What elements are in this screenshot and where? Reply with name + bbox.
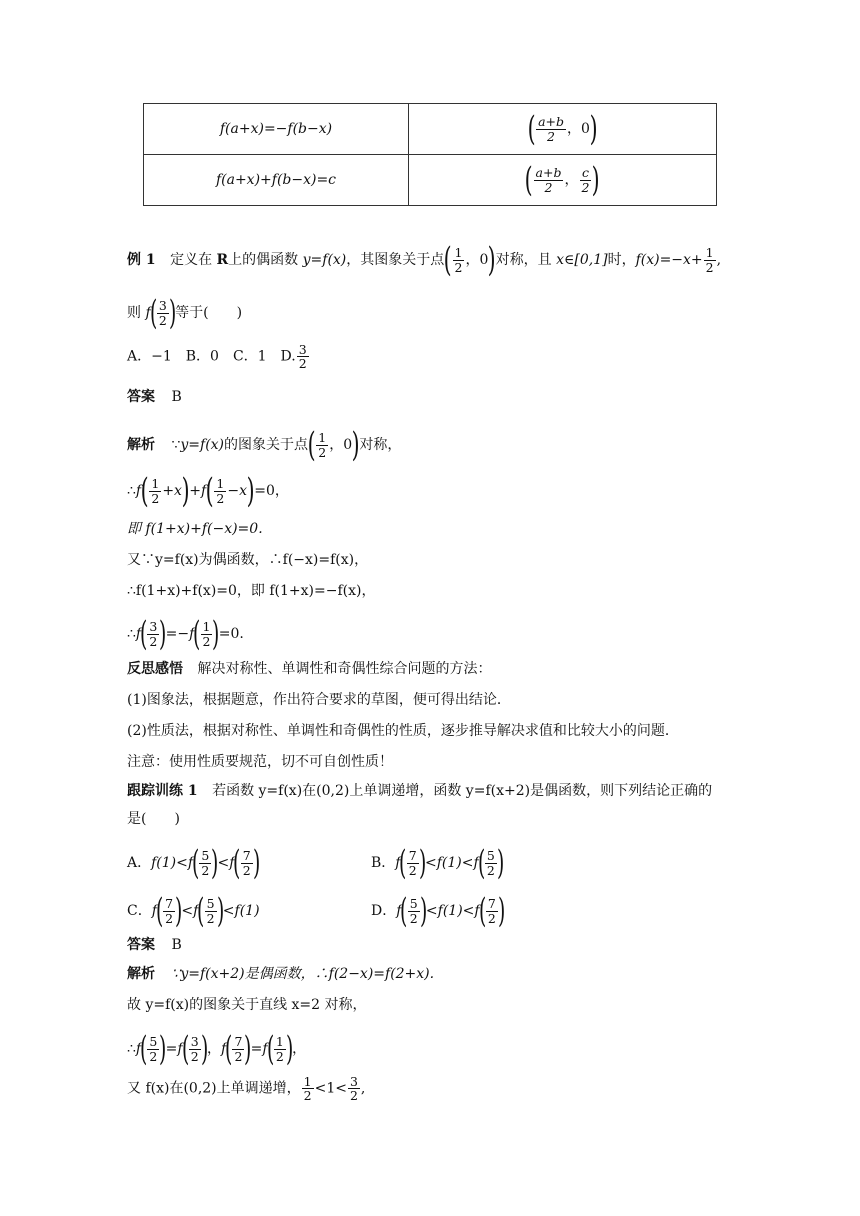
math: f(x)=−x+ — [635, 252, 703, 268]
paren-right: ) — [211, 843, 219, 883]
paren-right: ) — [246, 471, 255, 511]
paren-left: ( — [225, 1029, 233, 1069]
text: < — [176, 855, 188, 871]
fraction — [302, 1075, 314, 1102]
frac-num: 7 — [165, 896, 174, 912]
comma: , — [716, 252, 722, 268]
option-b — [371, 843, 505, 883]
table-cell — [409, 155, 717, 206]
paren-left: ( — [140, 614, 148, 654]
math: f — [135, 483, 142, 499]
frac-den: 2 — [216, 490, 225, 506]
text: 时， — [607, 252, 636, 268]
analysis-1-line-5: ∴f(1+x)+f(x)=0，即 f(1+x)=−f(x)， — [127, 583, 376, 599]
frac-num: a+b — [538, 114, 564, 130]
frac-num: 3 — [190, 1034, 199, 1050]
text: R — [216, 252, 229, 268]
fraction — [189, 1035, 201, 1062]
text: 的图象关于点 — [224, 437, 309, 453]
math: f — [145, 305, 151, 321]
analysis-label: 解析 — [127, 966, 155, 982]
math: x∈[0,1] — [556, 252, 608, 268]
text: < — [462, 903, 475, 919]
paren-right: ) — [488, 240, 497, 280]
frac-num: 1 — [202, 619, 211, 635]
fraction — [199, 849, 211, 876]
paren-right: ) — [592, 160, 601, 200]
text: ∴ — [127, 626, 136, 642]
frac-den: 2 — [409, 910, 418, 926]
analysis-1-line-1 — [127, 425, 402, 465]
frac-den: 2 — [149, 633, 158, 649]
comma: ， — [564, 172, 579, 188]
frac-num: c — [581, 165, 589, 181]
frac-num: 7 — [487, 896, 496, 912]
analysis-1-line-2 — [127, 471, 289, 511]
analysis-1-line-3: 即 f(1+x)+f(−x)=0. — [127, 521, 263, 537]
fraction — [147, 620, 159, 647]
paren-right: ) — [351, 425, 360, 465]
frac-den: 2 — [149, 1048, 158, 1064]
options-text: A．−1 B．0 C．1 D. — [127, 348, 296, 365]
paren-right: ) — [200, 1029, 209, 1069]
fraction — [241, 849, 253, 876]
math: y=f(x) — [180, 437, 225, 453]
frac-num: 5 — [149, 1034, 158, 1050]
analysis-2-line-1 — [127, 963, 434, 983]
frac-num: 1 — [705, 245, 714, 261]
paren-right: ) — [159, 1029, 167, 1069]
analysis-2-line-4 — [127, 1075, 365, 1102]
frac-den: 2 — [318, 444, 327, 460]
frac-num: 1 — [303, 1074, 312, 1089]
math: f — [473, 855, 479, 871]
paren-right: ) — [175, 891, 183, 931]
fraction — [486, 897, 498, 924]
frac-den: 2 — [544, 179, 553, 195]
table-cell: f(a+x)=−f(b−x) — [144, 104, 409, 155]
frac-den: 2 — [151, 490, 160, 506]
answer-label: 答案 — [127, 937, 155, 953]
fraction — [205, 897, 217, 924]
fraction — [408, 897, 420, 924]
frac-den: 2 — [190, 1048, 199, 1064]
math: f(1) — [234, 903, 260, 919]
math: f — [187, 855, 194, 871]
text: ∵ — [171, 437, 181, 453]
math: f — [262, 1041, 268, 1057]
paren-left: ( — [477, 843, 485, 883]
comma: ， — [292, 1041, 307, 1057]
reflection-heading — [127, 658, 491, 678]
paren-left: ( — [400, 891, 408, 931]
example-1-statement — [127, 240, 722, 280]
answer-value: B — [171, 389, 182, 405]
paren-left: ( — [478, 891, 486, 931]
text: < — [461, 855, 474, 871]
text: = — [250, 1041, 263, 1057]
table-cell — [409, 104, 717, 155]
text: ∴ — [127, 483, 136, 499]
comma: ， — [567, 121, 581, 137]
text: + — [189, 483, 201, 499]
text: 等于( ) — [175, 305, 243, 321]
comma: , — [360, 1080, 366, 1097]
paren-left: ( — [140, 471, 149, 511]
option-a — [127, 843, 260, 883]
paren-left: ( — [205, 471, 214, 511]
text: < — [181, 903, 194, 919]
fraction — [163, 897, 175, 924]
frac-num: 7 — [408, 848, 417, 864]
paren-right: ) — [181, 471, 190, 511]
paren-right: ) — [252, 843, 260, 883]
text: < — [424, 855, 437, 871]
fraction — [704, 246, 716, 273]
frac-den: 2 — [275, 1048, 284, 1064]
option-label: A． — [127, 855, 152, 871]
text: 解决对称性、单调性和奇偶性综合问题的方法： — [197, 661, 492, 677]
example-1-options — [127, 343, 310, 370]
math: f — [395, 855, 401, 871]
example-1-question — [127, 293, 243, 333]
math: f — [229, 855, 235, 871]
frac-den: 2 — [705, 259, 714, 275]
paren-right: ) — [497, 891, 506, 931]
paren-right: ) — [244, 1029, 252, 1069]
fraction — [232, 1035, 244, 1062]
frac-den: 2 — [408, 862, 417, 878]
example-label: 例 1 — [127, 252, 156, 268]
frac-den: 2 — [242, 862, 251, 878]
paren-left: ( — [197, 891, 205, 931]
math: f — [135, 626, 142, 642]
table-row — [144, 155, 717, 206]
reflection-point-2: (2)性质法，根据对称性、单调性和奇偶性的性质，逐步推导解决求值和比较大小的问题． — [127, 723, 679, 739]
math: f — [177, 1041, 183, 1057]
frac-den: 2 — [202, 633, 211, 649]
fraction — [274, 1035, 286, 1062]
reflection-point-1: (1)图象法，根据题意，作出符合要求的草图，便可得出结论． — [127, 692, 511, 708]
math: f(1) — [151, 855, 177, 871]
paren-right: ) — [216, 891, 224, 931]
frac-num: 5 — [486, 848, 495, 864]
paren-left: ( — [155, 891, 164, 931]
reflection-label: 反思感悟 — [127, 661, 183, 677]
frac-den: 2 — [234, 1048, 243, 1064]
analysis-1-line-4: 又∵y=f(x)为偶函数，∴f(−x)=f(x)， — [127, 552, 369, 568]
math: y=f(x) — [302, 252, 347, 268]
paren-right: ) — [212, 614, 220, 654]
comma: ， — [329, 437, 344, 453]
fraction — [157, 299, 169, 326]
text: < — [425, 903, 438, 919]
frac-num: 3 — [349, 1074, 358, 1089]
example-1-answer — [127, 386, 182, 406]
frac-den: 2 — [303, 1088, 312, 1104]
frac-num: 1 — [275, 1034, 284, 1050]
text: 对称， — [359, 437, 402, 453]
value: 0 — [343, 437, 353, 453]
fraction — [297, 343, 309, 370]
training-1-answer — [127, 934, 182, 954]
option-c — [127, 891, 260, 931]
option-label: D． — [371, 903, 397, 919]
option-label: B． — [371, 855, 396, 871]
frac-den: 2 — [298, 356, 307, 372]
math: f — [221, 1041, 227, 1057]
frac-num: 7 — [234, 1034, 243, 1050]
paren-right: ) — [168, 293, 177, 333]
fraction — [453, 246, 465, 273]
paren-right: ) — [589, 109, 598, 149]
table-cell: f(a+x)+f(b−x)=c — [144, 155, 409, 206]
frac-den: 2 — [487, 910, 496, 926]
paren-left: ( — [399, 843, 407, 883]
paren-right: ) — [285, 1029, 294, 1069]
fraction — [149, 477, 161, 504]
frac-num: 5 — [409, 896, 418, 912]
frac-num: 3 — [298, 342, 307, 357]
text: 则 — [127, 305, 141, 321]
frac-num: 5 — [201, 848, 210, 864]
training-1-statement — [127, 780, 712, 800]
math: f(1) — [436, 855, 462, 871]
fraction — [348, 1075, 360, 1102]
option-label: C． — [127, 903, 152, 919]
text: =0， — [254, 483, 289, 499]
frac-num: 1 — [151, 476, 160, 492]
text: ∴ — [127, 1041, 136, 1057]
text: 上的偶函数 — [228, 252, 299, 268]
math: f — [396, 903, 402, 919]
answer-label: 答案 — [127, 389, 155, 405]
math: f — [474, 903, 480, 919]
text: =0. — [218, 626, 244, 642]
analysis-label: 解析 — [127, 437, 155, 453]
paren-left: ( — [193, 614, 201, 654]
text: ∵y=f(x+2)是偶函数，∴f(2−x)=f(2+x). — [171, 966, 435, 982]
paren-right: ) — [419, 891, 427, 931]
fraction — [536, 115, 566, 142]
math: f — [151, 903, 157, 919]
fraction — [147, 1035, 159, 1062]
comma: ， — [465, 252, 480, 268]
fraction — [485, 849, 497, 876]
value: 0 — [581, 121, 590, 137]
paren-left: ( — [266, 1029, 274, 1069]
frac-den: 2 — [581, 179, 590, 195]
paren-left: ( — [307, 425, 316, 465]
frac-num: 1 — [216, 476, 225, 492]
text: ，其图象关于点 — [346, 252, 445, 268]
text: < — [222, 903, 235, 919]
frac-num: 5 — [206, 896, 215, 912]
analysis-2-line-3 — [127, 1029, 307, 1069]
paren-right: ) — [496, 843, 505, 883]
text: =− — [165, 626, 190, 642]
training-label: 跟踪训练 1 — [127, 783, 198, 799]
math: +x — [162, 483, 182, 499]
paren-left: ( — [140, 1029, 148, 1069]
text: = — [165, 1041, 178, 1057]
math: f — [200, 483, 207, 499]
text: 若函数 y=f(x)在(0,2)上单调递增，函数 y=f(x+2)是偶函数，则下列结论正确的 — [212, 783, 713, 799]
math: −x — [227, 483, 248, 499]
math: f — [189, 626, 195, 642]
paren-right: ) — [418, 843, 426, 883]
paren-left: ( — [192, 843, 200, 883]
frac-den: 2 — [454, 259, 463, 275]
paren-left: ( — [443, 240, 452, 280]
frac-num: 3 — [158, 298, 167, 314]
comma: ， — [207, 1041, 221, 1057]
math: f — [193, 903, 199, 919]
paren-left: ( — [527, 109, 536, 149]
analysis-2-line-2: 故 y=f(x)的图象关于直线 x=2 对称， — [127, 997, 367, 1013]
text: <1< — [314, 1080, 347, 1097]
frac-den: 2 — [158, 312, 167, 328]
fraction — [214, 477, 226, 504]
text: 定义在 — [170, 252, 213, 268]
analysis-1-line-6 — [127, 614, 244, 654]
fraction — [579, 166, 591, 193]
training-1-statement-2: 是( ) — [127, 811, 180, 827]
answer-value: B — [171, 937, 182, 953]
frac-den: 2 — [201, 862, 210, 878]
fraction — [201, 620, 213, 647]
paren-left: ( — [524, 160, 533, 200]
option-d — [371, 891, 506, 931]
frac-den: 2 — [547, 128, 555, 144]
frac-den: 2 — [486, 862, 495, 878]
frac-den: 2 — [349, 1088, 358, 1104]
value: 0 — [479, 252, 489, 268]
paren-left: ( — [233, 843, 241, 883]
paren-left: ( — [149, 293, 157, 333]
frac-den: 2 — [206, 910, 215, 926]
frac-num: 1 — [454, 245, 463, 261]
frac-den: 2 — [165, 910, 174, 926]
table-row — [144, 104, 717, 155]
text: 又 f(x)在(0,2)上单调递增， — [127, 1080, 301, 1097]
paren-left: ( — [181, 1029, 189, 1069]
math: f — [135, 1041, 142, 1057]
fraction — [316, 431, 328, 458]
reflection-note: 注意：使用性质要规范，切不可自创性质！ — [127, 754, 393, 770]
math: f(1) — [437, 903, 463, 919]
frac-num: a+b — [535, 165, 562, 181]
frac-num: 3 — [149, 619, 158, 635]
frac-num: 1 — [318, 430, 327, 446]
fraction — [407, 849, 419, 876]
text: < — [217, 855, 230, 871]
symmetry-table — [143, 103, 717, 206]
text: 对称，且 — [495, 252, 552, 268]
frac-num: 7 — [242, 848, 251, 864]
fraction — [534, 166, 564, 193]
paren-right: ) — [159, 614, 167, 654]
